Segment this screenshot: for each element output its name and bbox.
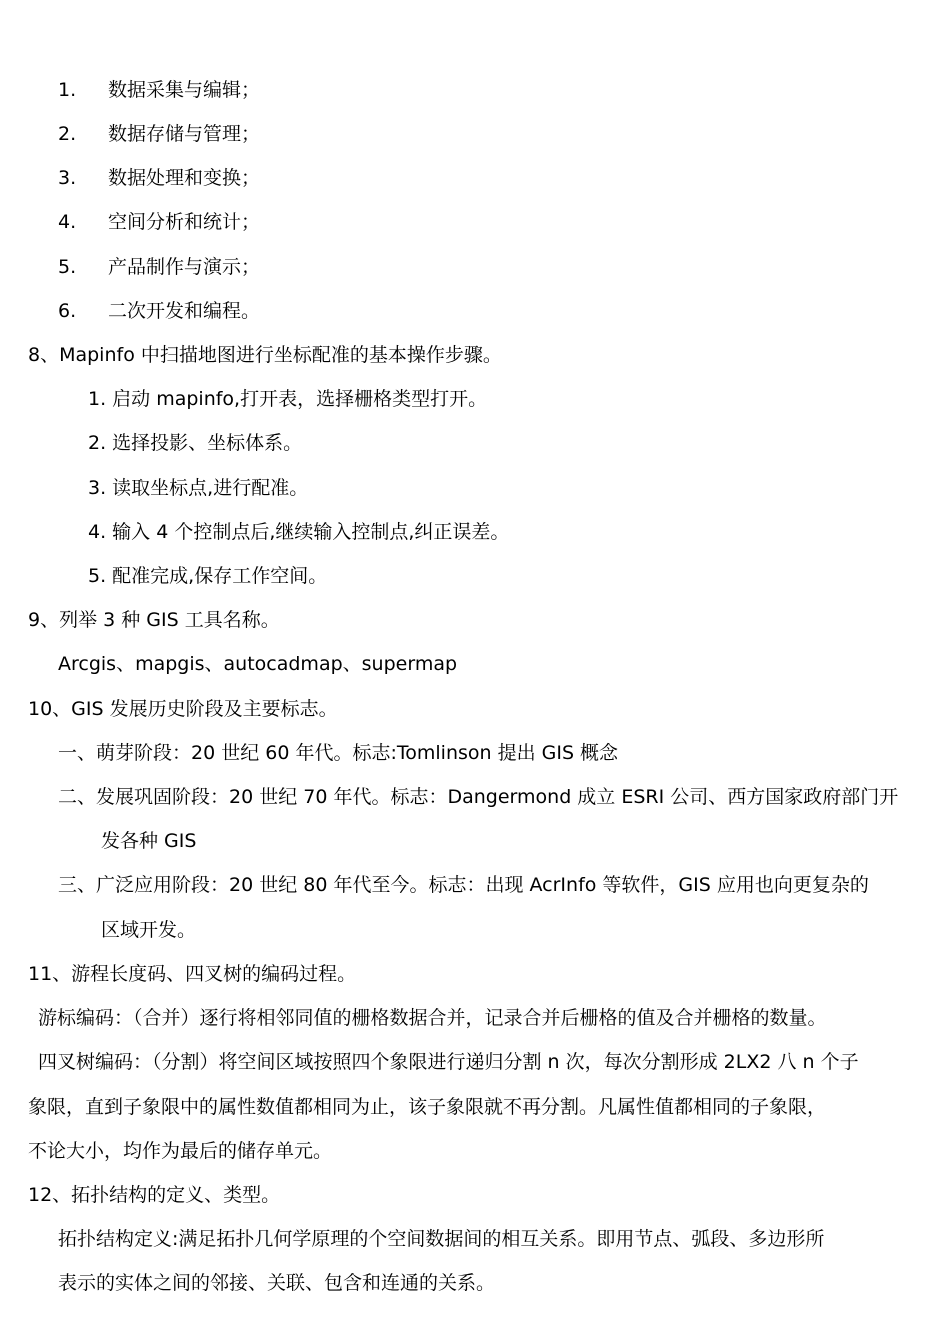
stage-2: 二、发展巩固阶段：20 世纪 70 年代。标志：Dangermond 成立 ESRI 公司、西方国家政府部门开 bbox=[58, 786, 899, 808]
step-3: 3. 读取坐标点,进行配准。 bbox=[88, 477, 309, 499]
list-item-text: 二次开发和编程。 bbox=[108, 300, 261, 322]
list-item-text: 数据存储与管理； bbox=[108, 123, 261, 145]
stage-3-continued: 区域开发。 bbox=[101, 919, 197, 941]
list-item-number: 2. bbox=[58, 123, 77, 145]
stage-2-continued: 发各种 GIS bbox=[101, 830, 197, 852]
list-item-text: 数据处理和变换； bbox=[108, 167, 261, 189]
quadtree-encoding-continued: 象限，直到子象限中的属性数值都相同为止，该子象限就不再分割。凡属性值都相同的子象限， bbox=[28, 1096, 827, 1118]
question-9-title: 9、列举 3 种 GIS 工具名称。 bbox=[28, 609, 280, 631]
list-item-text: 空间分析和统计； bbox=[108, 211, 261, 233]
list-item-number: 5. bbox=[58, 256, 77, 278]
list-item-text: 数据采集与编辑； bbox=[108, 79, 261, 101]
stage-1: 一、萌芽阶段：20 世纪 60 年代。标志:Tomlinson 提出 GIS 概念 bbox=[58, 742, 619, 764]
question-9-answer: Arcgis、mapgis、autocadmap、supermap bbox=[58, 653, 458, 675]
topology-definition: 拓扑结构定义:满足拓扑几何学原理的个空间数据间的相互关系。即用节点、弧段、多边形所 bbox=[58, 1228, 825, 1250]
quadtree-encoding: 四叉树编码：（分割）将空间区域按照四个象限进行递归分割 n 次，每次分割形成 2LX2 八 n 个子 bbox=[38, 1051, 859, 1073]
step-2: 2. 选择投影、坐标体系。 bbox=[88, 432, 303, 454]
list-item-text: 产品制作与演示； bbox=[108, 256, 261, 278]
list-item-number: 4. bbox=[58, 211, 77, 233]
question-12-title: 12、拓扑结构的定义、类型。 bbox=[28, 1184, 281, 1206]
question-11-title: 11、游程长度码、四叉树的编码过程。 bbox=[28, 963, 357, 985]
run-length-encoding: 游标编码：（合并）逐行将相邻同值的栅格数据合并，记录合并后栅格的值及合并栅格的数量。 bbox=[38, 1007, 827, 1029]
list-item-number: 1. bbox=[58, 79, 77, 101]
stage-3: 三、广泛应用阶段：20 世纪 80 年代至今。标志：出现 AcrInfo 等软件，GIS 应用也向更复杂的 bbox=[58, 874, 869, 896]
step-1: 1. 启动 mapinfo,打开表，选择栅格类型打开。 bbox=[88, 388, 488, 410]
question-8-title: 8、Mapinfo 中扫描地图进行坐标配准的基本操作步骤。 bbox=[28, 344, 502, 366]
list-item-number: 3. bbox=[58, 167, 77, 189]
quadtree-encoding-continued: 不论大小，均作为最后的储存单元。 bbox=[28, 1140, 333, 1162]
question-10-title: 10、GIS 发展历史阶段及主要标志。 bbox=[28, 698, 338, 720]
list-item-number: 6. bbox=[58, 300, 77, 322]
topology-definition-continued: 表示的实体之间的邻接、关联、包含和连通的关系。 bbox=[58, 1272, 496, 1294]
step-4: 4. 输入 4 个控制点后,继续输入控制点,纠正误差。 bbox=[88, 521, 510, 543]
step-5: 5. 配准完成,保存工作空间。 bbox=[88, 565, 328, 587]
